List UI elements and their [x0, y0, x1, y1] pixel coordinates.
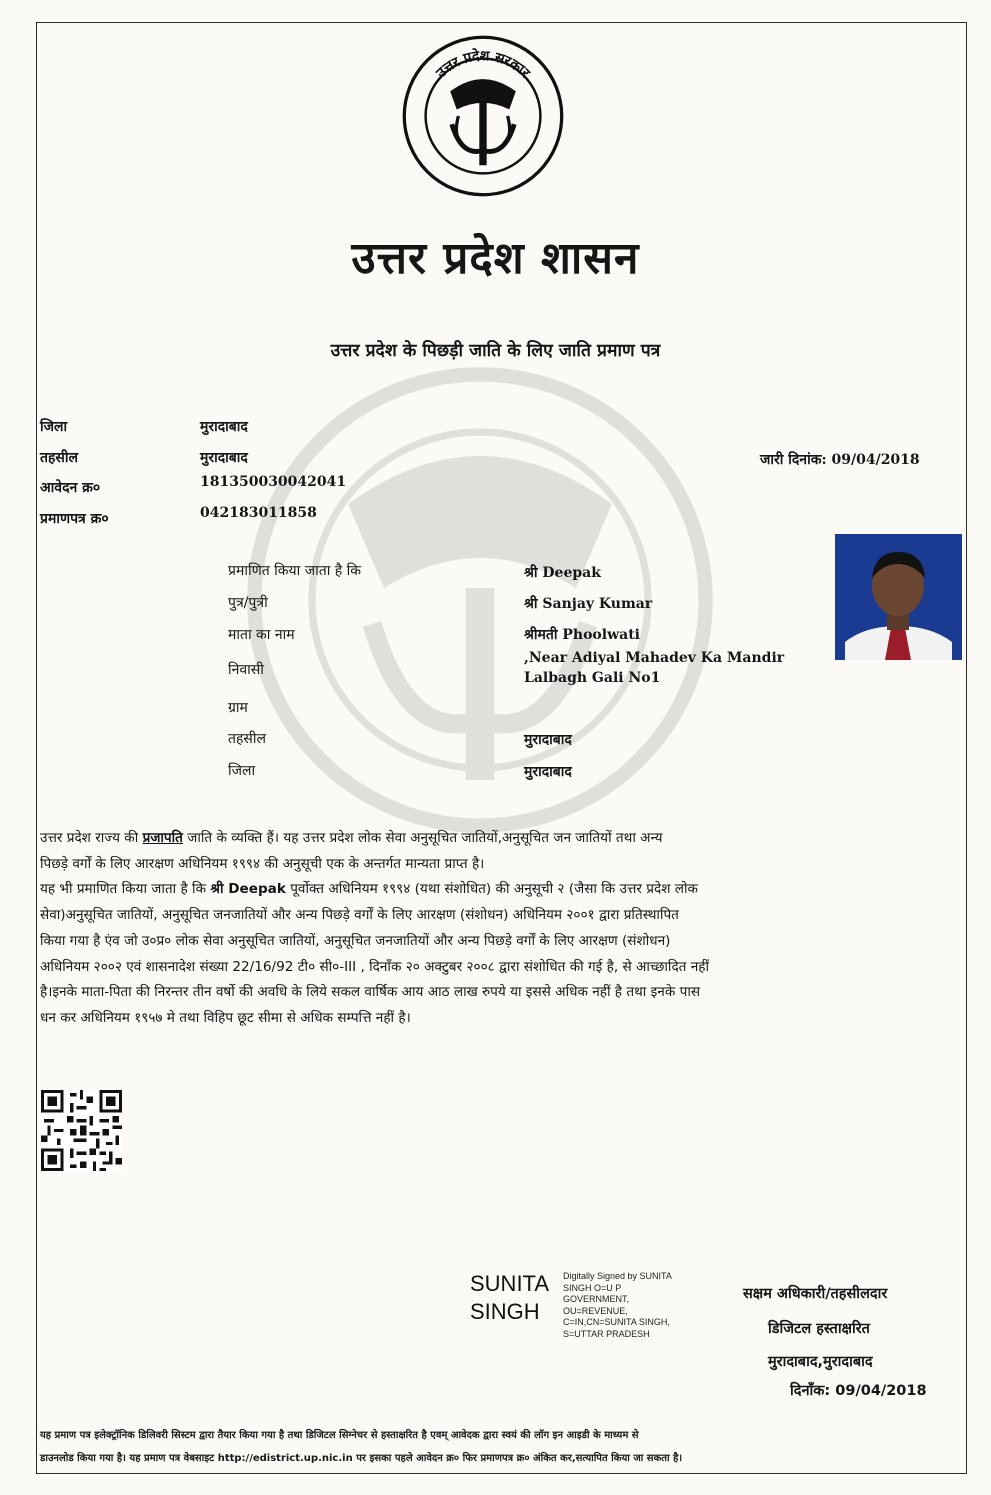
issue-date — [760, 450, 920, 469]
certificate-body — [40, 826, 960, 1032]
signer-name-line1: SUNITA — [470, 1271, 550, 1296]
body-line-2: पिछड़े वर्गों के लिए आरक्षण अधिनियम १९९४ की अनुसूची एक के अन्तर्गत मान्यता प्राप्त है। — [40, 855, 485, 872]
signature-detail-line: GOVERNMENT, — [563, 1294, 630, 1304]
signature-detail-line: SINGH O=U P — [563, 1282, 622, 1293]
tehsil-value: मुरादाबाद — [200, 450, 248, 466]
body-line-6: अधिनियम २००२ एवं शासनादेश संख्या 22/16/92 टी० सी०-III , दिनाँक २० अक्टुबर २००८ द्वारा संशोधित की गई है, से आच्छादित नहीं — [40, 958, 710, 975]
signing-location: मुरादाबाद,मुरादाबाद — [768, 1354, 873, 1370]
application-no-label: आवेदन क्र० — [40, 480, 101, 496]
signature-detail-line: C=IN,CN=SUNITA SINGH, — [563, 1317, 670, 1327]
signature-detail-line: Digitally Signed by SUNITA — [563, 1271, 672, 1281]
signing-date — [790, 1380, 927, 1400]
body-applicant-name: श्री Deepak — [210, 881, 286, 898]
body-p2-a: यह भी प्रमाणित किया जाता है कि — [40, 881, 211, 898]
body-p1-a: उत्तर प्रदेश राज्य की — [40, 830, 143, 846]
resident-value-line1: ,Near Adiyal Mahadev Ka Mandir — [524, 650, 785, 666]
body-line-3 — [40, 877, 960, 903]
state-emblem-icon — [401, 34, 565, 198]
detail-tehsil-label: तहसील — [228, 731, 266, 747]
tehsil-label: तहसील — [40, 450, 78, 466]
body-line-7: है।इनके माता-पिता की निरन्तर तीन वर्षो की अवधि के लिये सकल वार्षिक आय आठ लाख रुपये या इससे अधिक नहीं है तथा इनके पास — [40, 984, 701, 1001]
signature-details — [563, 1271, 703, 1340]
footer-line-1: यह प्रमाण पत्र इलेक्ट्रॉनिक डिलिवरी सिस्टम द्वारा तैयार किया गया है तथा डिजिटल सिग्नेचर से हस्ताक्षरित है एवम् आवेदक द्वारा स्वयं की लॉग इन आइडी के माध्यम से — [40, 1430, 639, 1441]
certified-label: प्रमाणित किया जाता है कि — [228, 563, 362, 579]
detail-district-value: मुरादाबाद — [524, 764, 572, 780]
signature-detail-line: S=UTTAR PRADESH — [563, 1328, 650, 1339]
footer-note — [40, 1424, 955, 1470]
digital-signed-label: डिजिटल हस्ताक्षरित — [768, 1321, 870, 1337]
child-of-value: श्री Sanjay Kumar — [524, 596, 653, 612]
body-line-8: धन कर अधिनियम १९५७ मे तथा विहिप छूट सीमा से अधिक सम्पत्ति नहीं है। — [40, 1009, 411, 1026]
body-line-4: सेवा)अनुसूचित जातियों, अनुसूचित जनजातियों और अन्य पिछड़े वर्गों के लिए आरक्षण (संशोधन) अधिनियम २००१ द्वारा प्रतिस्थापित — [40, 907, 679, 924]
body-p1-b: जाति के व्यक्ति हैं। यह उत्तर प्रदेश लोक सेवा अनुसूचित जातियों,अनुसूचित जन जातियों तथा अन्य — [182, 830, 663, 846]
body-line-5: किया गया है एंव जो उ०प्र० लोक सेवा अनुसूचित जातियों, अनुसूचित जनजातियों और अन्य पिछड़े वर्गों के लिए आरक्षण (संशोधन) — [40, 932, 671, 949]
body-p2-b: पूर्वोक्त अधिनियम १९९४ (यथा संशोधित) की अनुसूची २ (जैसा कि उत्तर प्रदेश लोक — [285, 881, 698, 898]
footer-line-2-b: पर इसका पहले आवेदन क्र० फिर प्रमाणपत्र क्र० अंकित कर,सत्यापित किया जा सकता है। — [352, 1453, 683, 1464]
district-label: जिला — [40, 419, 68, 435]
detail-tehsil-value: मुरादाबाद — [524, 732, 572, 748]
body-line-1 — [40, 826, 960, 852]
signing-date-label: दिनाँक: — [790, 1383, 831, 1399]
signer-name — [470, 1270, 549, 1326]
page-title: उत्तर प्रदेश शासन — [351, 233, 640, 284]
mother-value: श्रीमती Phoolwati — [524, 627, 640, 643]
footer-line-2-a: डाउनलोड किया गया है। यह प्रमाण पत्र वेबसाइट — [40, 1453, 218, 1464]
mother-label: माता का नाम — [228, 627, 295, 643]
certified-value: श्री Deepak — [524, 565, 601, 581]
signer-name-line2: SINGH — [470, 1299, 540, 1324]
child-of-label: पुत्र/पुत्री — [228, 595, 268, 611]
svg-text:उत्तर प्रदेश सरकार — [433, 47, 534, 82]
qr-code-icon — [41, 1090, 122, 1171]
applicant-photo — [835, 534, 962, 660]
certificate-no-value: 042183011858 — [200, 505, 317, 521]
application-no-value: 181350030042041 — [200, 474, 347, 490]
emblem-text: उत्तर प्रदेश सरकार — [433, 48, 533, 82]
signature-detail-line: OU=REVENUE, — [563, 1305, 628, 1316]
resident-label: निवासी — [228, 662, 264, 678]
certificate-subtitle: उत्तर प्रदेश के पिछड़ी जाति के लिए जाति प्रमाण पत्र — [330, 341, 661, 361]
village-label: ग्राम — [228, 700, 248, 716]
issue-date-value: 09/04/2018 — [831, 452, 920, 468]
caste-name: प्रजापति — [142, 830, 183, 846]
signing-date-value: 09/04/2018 — [835, 1383, 927, 1399]
applicant-photo-image — [835, 534, 962, 660]
detail-district-label: जिला — [228, 763, 256, 779]
certificate-no-label: प्रमाणपत्र क्र० — [40, 511, 109, 527]
district-value: मुरादाबाद — [200, 419, 248, 435]
resident-value-line2: Lalbagh Gali No1 — [524, 670, 661, 686]
issue-date-label: जारी दिनांक: — [760, 452, 827, 468]
verification-website-link[interactable]: http://edistrict.up.nic.in — [217, 1453, 353, 1464]
footer-line-2 — [40, 1447, 955, 1470]
authority-title: सक्षम अधिकारी/तहसीलदार — [743, 1286, 888, 1302]
